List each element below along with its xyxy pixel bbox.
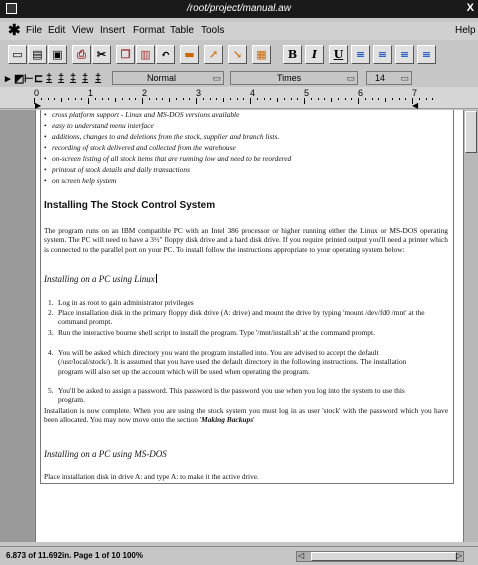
ruler-tick [156, 98, 157, 100]
ruler-number: 5 [304, 88, 310, 98]
ruler-tick [75, 98, 76, 100]
ruler-tick [142, 98, 143, 104]
list-item: • cross platform support - Linux and MS-DOS versions available [52, 110, 239, 119]
underline-button[interactable]: U [329, 45, 348, 64]
completion-quote: ' [253, 415, 255, 425]
ruler-tick [230, 98, 231, 100]
ruler-tick [122, 98, 123, 100]
font-value: Times [277, 73, 302, 83]
ruler-tick [399, 98, 400, 100]
ruler[interactable] [0, 87, 478, 109]
style-select[interactable] [112, 71, 224, 85]
ruler-tick [102, 98, 103, 100]
image-icon[interactable]: ▬ [180, 45, 199, 64]
menu-format[interactable]: Format [133, 25, 165, 36]
indent-1-icon[interactable]: ‡ [46, 72, 53, 84]
align-right-icon[interactable]: ≡ [395, 45, 414, 64]
vertical-scroll-thumb[interactable] [465, 111, 477, 153]
ruler-tick [162, 98, 163, 100]
redo-icon[interactable]: ▦ [252, 45, 271, 64]
bold-button[interactable]: B [283, 45, 302, 64]
align-center-icon[interactable]: ≡ [373, 45, 392, 64]
ruler-tick [169, 98, 170, 102]
undo-icon[interactable]: ↶ [156, 45, 175, 64]
ruler-tick [223, 98, 224, 102]
horizontal-scrollbar[interactable] [296, 551, 464, 562]
menu-view[interactable]: View [72, 25, 94, 36]
ruler-tick [304, 98, 305, 104]
ruler-tick [372, 98, 373, 100]
ruler-tick [311, 98, 312, 100]
ruler-tick [216, 98, 217, 100]
ruler-tick [338, 98, 339, 100]
ruler-tick [243, 98, 244, 100]
ruler-tick [68, 98, 69, 100]
ruler-tick [129, 98, 130, 100]
ruler-number: 1 [88, 88, 94, 98]
ruler-tick [115, 98, 116, 102]
subscript-icon[interactable]: ↘ [228, 45, 247, 64]
standard-toolbar [0, 42, 478, 68]
ruler-tick [297, 98, 298, 100]
ruler-tick [237, 98, 238, 100]
list-item: • additions, changes to and deletions from the stock, supplier and branch lists. [52, 132, 279, 141]
ruler-number: 0 [34, 88, 40, 98]
save-icon[interactable]: ▣ [48, 45, 67, 64]
ruler-tick [264, 98, 265, 100]
ruler-tick [432, 98, 433, 100]
title-bar [0, 0, 478, 18]
ruler-tick [183, 98, 184, 100]
ruler-tick [210, 98, 211, 100]
step-text: You'll be asked to assign a password. This password is the password you use when you log into the system to use this program. [58, 386, 405, 405]
ruler-number: 4 [250, 88, 256, 98]
scroll-right-icon[interactable]: ▷ [455, 551, 462, 560]
step-number: 3. [48, 328, 54, 337]
indent-2-icon[interactable]: ‡ [58, 72, 65, 84]
ruler-tick [426, 98, 427, 100]
list-item: • recording of stock delivered and collected from the warehouse [52, 143, 236, 152]
menu-tools[interactable]: Tools [201, 25, 225, 36]
horizontal-scroll-thumb[interactable] [311, 552, 457, 561]
menu-file[interactable]: File [26, 25, 43, 36]
indent-5-icon[interactable]: ‡ [95, 72, 102, 84]
backups-link-text: Making Backups [201, 415, 254, 425]
paste-icon[interactable]: ▥ [136, 45, 155, 64]
ruler-tick [108, 98, 109, 100]
ruler-tick [345, 98, 346, 100]
step-text: You will be asked which directory you want the program installed into. You are advised to accept the default (/usr/local/stock/). It is assumed that you have used the default directory in the following instructions. The installation program will also set up the account which will be used when operating the program. [58, 348, 407, 376]
ruler-tick [277, 98, 278, 102]
chevron-down-icon: ▭ [400, 73, 409, 83]
app-star-icon: ✱ [8, 22, 21, 39]
step-number: 4. [48, 348, 54, 357]
ruler-tick [203, 98, 204, 100]
format-toolbar [0, 70, 478, 86]
left-indent-marker[interactable]: ▶ [35, 101, 42, 110]
ruler-tick [81, 98, 82, 100]
ruler-tick [324, 98, 325, 100]
ruler-tick [48, 98, 49, 100]
step-text: Log in as root to gain administrator privileges [58, 298, 194, 307]
list-item: • on screen help system [52, 176, 116, 185]
chevron-down-icon: ▭ [346, 73, 355, 83]
menu-table[interactable]: Table [170, 25, 194, 36]
ruler-tick [135, 98, 136, 100]
ruler-tick [378, 98, 379, 100]
menu-edit[interactable]: Edit [48, 25, 66, 36]
font-size-select[interactable] [366, 71, 412, 85]
ruler-tick [405, 98, 406, 100]
ruler-tick [392, 98, 393, 100]
list-item: • on-screen listing of all stock items that are running low and need to be reordered [52, 154, 291, 163]
menu-bar [0, 22, 478, 40]
menu-help[interactable]: Help [455, 25, 476, 36]
step-number: 5. [48, 386, 54, 395]
print-icon[interactable]: ⎙ [72, 45, 91, 64]
linux-heading-text: Installing on a PC using Linux [44, 274, 155, 284]
ruler-tick [270, 98, 271, 100]
align-left-icon[interactable]: ≡ [351, 45, 370, 64]
list-item: • printout of stock details and daily transactions [52, 165, 190, 174]
italic-button[interactable]: I [305, 45, 324, 64]
vertical-scrollbar[interactable] [463, 110, 478, 542]
document-page[interactable] [35, 110, 463, 542]
ruler-tick [176, 98, 177, 100]
text-cursor [156, 274, 157, 283]
open-icon[interactable]: ▤ [28, 45, 47, 64]
tab-center-icon[interactable]: ⊏ [34, 73, 44, 85]
intro-paragraph: The program runs on an IBM compatible PC with an Intel 386 processor or higher running either the Linux or MS-DOS operating system. The PC will need to have a 3½" floppy disk drive and a hard disk drive. If you require printed output you'll need a printer which is connected to the parallel port on your PC. To install follow the instructions appropriate to your operating system below: [44, 226, 448, 254]
font-size-value: 14 [375, 73, 386, 83]
ruler-tick [95, 98, 96, 100]
ruler-tick [250, 98, 251, 104]
ruler-tick [189, 98, 190, 100]
ruler-tick [41, 98, 42, 100]
list-item: • easy to understand menu interface [52, 121, 154, 130]
ruler-tick [385, 98, 386, 102]
copy-icon[interactable]: ❐ [116, 45, 135, 64]
ruler-tick [196, 98, 197, 104]
ruler-tick [331, 98, 332, 102]
step-text: Run the interactive bourne shell script to install the program. Type '/mnt/install.sh' at the command prompt. [58, 328, 375, 337]
tab-right-icon[interactable]: ⊢ [24, 73, 34, 85]
ruler-tick [88, 98, 89, 104]
font-select[interactable] [230, 71, 358, 85]
completion-text: Installation is now complete. When you are using the stock system you must log in as user 'stock' with the password which you have been allocated. You may now move onto the section ' [44, 406, 448, 425]
ruler-tick [419, 98, 420, 100]
ruler-tick [358, 98, 359, 104]
chevron-down-icon: ▭ [212, 73, 221, 83]
style-value: Normal [147, 73, 177, 83]
ruler-tick [149, 98, 150, 100]
step-number: 2. [48, 308, 54, 317]
justify-icon[interactable]: ≡ [417, 45, 436, 64]
ruler-number: 3 [196, 88, 202, 98]
cut-icon[interactable]: ✂ [92, 45, 111, 64]
scroll-left-icon[interactable]: ◁ [298, 551, 305, 560]
indent-4-icon[interactable]: ‡ [82, 72, 89, 84]
document-area[interactable] [0, 110, 463, 542]
step-text: Place installation disk in the primary floppy disk drive (A: drive) and mount the drive by typing 'mount /dev/fd0 /mnt' at the command prompt. [58, 308, 425, 327]
ruler-tick [351, 98, 352, 100]
right-indent-marker[interactable]: ◀ [412, 101, 419, 110]
msdos-heading: Installing on a PC using MS-DOS [44, 449, 167, 459]
msdos-paragraph: Place installation disk in drive A: and type A: to make it the active drive. [44, 472, 259, 481]
status-text: 6.873 of 11.692in. Page 1 of 10 100% [6, 551, 143, 560]
status-bar [0, 546, 478, 565]
linux-heading [44, 274, 157, 284]
new-icon[interactable]: ▭ [8, 45, 27, 64]
window-title: /root/project/manual.aw [187, 3, 291, 14]
ruler-tick [257, 98, 258, 100]
ruler-tick [54, 98, 55, 100]
superscript-icon[interactable]: ↗ [204, 45, 223, 64]
menu-insert[interactable]: Insert [100, 25, 126, 36]
section-heading: Installing The Stock Control System [44, 200, 216, 211]
tab-decimal-icon[interactable]: ◩ [14, 73, 25, 85]
ruler-number: 2 [142, 88, 148, 98]
ruler-number: 6 [358, 88, 364, 98]
ruler-tick [318, 98, 319, 100]
indent-3-icon[interactable]: ‡ [70, 72, 77, 84]
completion-paragraph [44, 406, 448, 425]
ruler-tick [61, 98, 62, 102]
ruler-tick [365, 98, 366, 100]
ruler-tick [291, 98, 292, 100]
tab-left-icon[interactable]: ▸ [5, 73, 11, 85]
ruler-number: 7 [412, 88, 418, 98]
close-button[interactable]: X [466, 2, 474, 14]
step-number: 1. [48, 298, 54, 307]
ruler-tick [284, 98, 285, 100]
